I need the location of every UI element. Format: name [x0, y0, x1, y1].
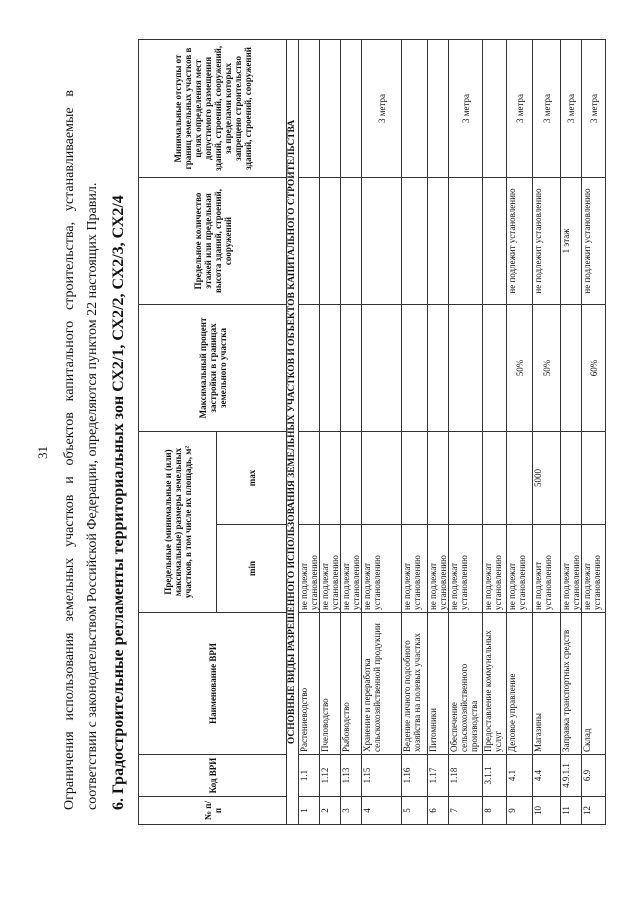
row-number-cell: 1 — [299, 797, 320, 825]
setback-cell — [428, 39, 449, 177]
section-title: 6. Градостроительные регламенты территориальных зон СХ2/1, СХ2/2, СХ2/3, СХ2/4 — [110, 195, 127, 810]
row-number-cell: 9 — [507, 797, 533, 825]
max-percent-cell: 50% — [507, 304, 533, 431]
floors-cell — [362, 177, 402, 304]
table-row — [402, 39, 428, 824]
max-size-cell — [428, 431, 449, 524]
setback-cell: 3 метра — [362, 39, 402, 177]
min-size-cell: не подлежат установлению — [507, 525, 533, 613]
code-cell: 1.17 — [428, 755, 449, 797]
code-cell: 4.9.1.1 — [561, 755, 582, 797]
floors-cell — [449, 177, 483, 304]
code-cell: 1.1 — [299, 755, 320, 797]
page-number: 31 — [35, 446, 50, 459]
name-cell: Заправка транспортных средств — [561, 613, 582, 755]
header-code: Код ВРИ — [139, 755, 287, 797]
code-cell: 1.18 — [449, 755, 483, 797]
floors-cell — [402, 177, 428, 304]
max-size-cell — [362, 431, 402, 524]
max-size-cell: 5000 — [533, 431, 561, 524]
min-size-cell: не подлежат установлению — [362, 525, 402, 613]
code-cell: 1.13 — [341, 755, 362, 797]
table-row — [299, 39, 320, 824]
header-min: min — [217, 525, 287, 613]
table-row — [483, 39, 507, 824]
max-percent-cell — [449, 304, 483, 431]
table-row — [320, 39, 341, 824]
setback-cell — [320, 39, 341, 177]
header-limits: Предельные (минимальные и (или) максимальные) размеры земельных участков, в том числе их площадь, м² — [139, 431, 217, 612]
min-size-cell: не подлежат установлению — [582, 525, 606, 613]
code-cell: 1.12 — [320, 755, 341, 797]
row-number-cell: 6 — [428, 797, 449, 825]
table-row — [533, 39, 561, 824]
row-number-cell: 8 — [483, 797, 507, 825]
max-percent-cell — [320, 304, 341, 431]
setback-cell — [299, 39, 320, 177]
intro-paragraph: Ограничения использования земельных участков и объектов капитального строительства, устанавливаемые в соответствии с законодательством Российской Федерации, определяются пунктом 22 настоящих Правил. — [62, 90, 100, 810]
max-percent-cell — [402, 304, 428, 431]
floors-cell: не подлежит установлению — [582, 177, 606, 304]
name-cell: Предоставление коммунальных услуг — [483, 613, 507, 755]
min-size-cell: не подлежат установлению — [449, 525, 483, 613]
setback-cell — [402, 39, 428, 177]
table-row — [561, 39, 582, 824]
row-number-cell: 7 — [449, 797, 483, 825]
floors-cell — [299, 177, 320, 304]
min-size-cell: не подлежит установлению — [533, 525, 561, 613]
max-percent-cell — [428, 304, 449, 431]
name-cell: Питомники — [428, 613, 449, 755]
setback-cell: 3 метра — [582, 39, 606, 177]
table-row — [362, 39, 402, 824]
setback-cell — [483, 39, 507, 177]
row-number-cell: 5 — [402, 797, 428, 825]
min-size-cell: не подлежат установлению — [428, 525, 449, 613]
name-cell: Деловое управление — [507, 613, 533, 755]
min-size-cell: не подлежат установлению — [561, 525, 582, 613]
name-cell: Ведение личного подсобного хозяйства на полевых участках — [402, 613, 428, 755]
max-size-cell — [402, 431, 428, 524]
setback-cell: 3 метра — [533, 39, 561, 177]
max-size-cell — [483, 431, 507, 524]
name-cell: Рыбоводство — [341, 613, 362, 755]
row-number-cell: 3 — [341, 797, 362, 825]
floors-cell — [341, 177, 362, 304]
floors-cell — [320, 177, 341, 304]
setback-cell: 3 метра — [561, 39, 582, 177]
header-setbacks: Минимальные отступы от границ земельных участков в целях определения мест допустимого размещения зданий, строений, сооружений, за пределами которых запрещено строительство зданий, строений, сооружений — [139, 39, 287, 177]
max-size-cell — [320, 431, 341, 524]
header-num: № п/п — [139, 797, 287, 825]
table-row — [582, 39, 606, 824]
table-row — [341, 39, 362, 824]
header-max: max — [217, 431, 287, 524]
row-number-cell: 12 — [582, 797, 606, 825]
min-size-cell: не подлежат установлению — [320, 525, 341, 613]
min-size-cell: не подлежат установлению — [483, 525, 507, 613]
section-heading-row: ОСНОВНЫЕ ВИДЫ РАЗРЕШЕННОГО ИСПОЛЬЗОВАНИЯ ЗЕМЕЛЬНЫХ УЧАСТКОВ И ОБЪЕКТОВ КАПИТАЛЬНОГО СТРОИТЕЛЬСТВА — [287, 39, 299, 824]
name-cell: Магазины — [533, 613, 561, 755]
header-max-percent: Максимальный процент застройки в границах земельного участка — [139, 304, 287, 431]
table-row — [507, 39, 533, 824]
max-percent-cell — [299, 304, 320, 431]
code-cell: 1.15 — [362, 755, 402, 797]
max-percent-cell: 50% — [533, 304, 561, 431]
table-row — [449, 39, 483, 824]
max-size-cell — [341, 431, 362, 524]
max-size-cell — [299, 431, 320, 524]
max-percent-cell: 60% — [582, 304, 606, 431]
code-cell: 4.1 — [507, 755, 533, 797]
name-cell: Обеспечение сельскохозяйственного производства — [449, 613, 483, 755]
floors-cell — [428, 177, 449, 304]
max-size-cell — [449, 431, 483, 524]
min-size-cell: не подлежат установлению — [402, 525, 428, 613]
row-number-cell: 2 — [320, 797, 341, 825]
max-size-cell — [561, 431, 582, 524]
floors-cell: не подлежит установлению — [507, 177, 533, 304]
code-cell: 3.1.1 — [483, 755, 507, 797]
max-percent-cell — [341, 304, 362, 431]
code-cell: 1.16 — [402, 755, 428, 797]
min-size-cell: не подлежат установлению — [299, 525, 320, 613]
floors-cell — [483, 177, 507, 304]
setback-cell: 3 метра — [449, 39, 483, 177]
header-floors: Предельное количество этажей или предельная высота зданий, строений, сооружений — [139, 177, 287, 304]
row-number-cell: 11 — [561, 797, 582, 825]
row-number-cell: 10 — [533, 797, 561, 825]
regulations-table — [138, 39, 606, 825]
max-percent-cell — [561, 304, 582, 431]
max-percent-cell — [483, 304, 507, 431]
header-name: Наименование ВРИ — [139, 613, 287, 755]
floors-cell: не подлежит установлению — [533, 177, 561, 304]
code-cell: 6.9 — [582, 755, 606, 797]
setback-cell: 3 метра — [507, 39, 533, 177]
name-cell: Склад — [582, 613, 606, 755]
code-cell: 4.4 — [533, 755, 561, 797]
max-size-cell — [507, 431, 533, 524]
name-cell: Пчеловодство — [320, 613, 341, 755]
name-cell: Растениеводство — [299, 613, 320, 755]
setback-cell — [341, 39, 362, 177]
max-percent-cell — [362, 304, 402, 431]
table-row — [428, 39, 449, 824]
row-number-cell: 4 — [362, 797, 402, 825]
name-cell: Хранение и переработка сельскохозяйственной продукции — [362, 613, 402, 755]
max-size-cell — [582, 431, 606, 524]
floors-cell: 1 этаж — [561, 177, 582, 304]
min-size-cell: не подлежат установлению — [341, 525, 362, 613]
